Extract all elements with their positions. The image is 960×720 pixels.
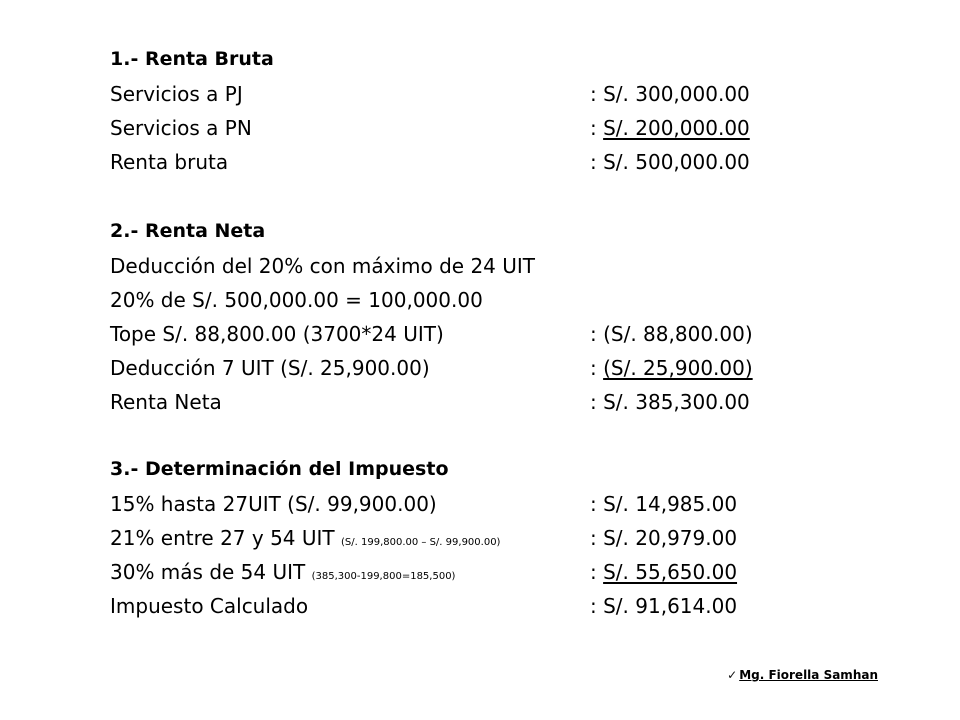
row-value: : S/. 14,985.00 [590,492,738,516]
row-value: : (S/. 25,900.00) [590,356,753,380]
row-label: Impuesto Calculado [110,594,309,618]
author-name: Mg. Fiorella Samhan [739,668,878,682]
row-value: : S/. 20,979.00 [590,526,738,550]
row-tope [110,317,753,351]
row-value: : S/. 385,300.00 [590,390,750,414]
row-label: Renta Neta [110,390,222,414]
text-20-de-renta: 20% de S/. 500,000.00 = 100,000.00 [110,288,483,312]
checkmark-icon: ✓ [727,668,738,682]
row-note: (S/. 199,800.00 – S/. 99,900.00) [341,537,501,548]
section-heading-renta-neta: 2.- Renta Neta [110,220,266,242]
row-value: : (S/. 88,800.00) [590,322,753,346]
row-note: (385,300-199,800=185,500) [311,571,456,582]
row-label: 21% entre 27 y 54 UIT (S/. 199,800.00 – S/. 99,900.00) [110,526,501,550]
row-15-porciento [110,487,738,521]
row-impuesto-calculado [110,589,738,623]
row-label: Renta bruta [110,150,229,174]
row-21-porciento [110,521,738,555]
row-renta-bruta [110,145,750,179]
row-value: : S/. 55,650.00 [590,560,738,584]
row-30-porciento [110,555,738,589]
row-servicios-pj [110,77,750,111]
row-value: : S/. 300,000.00 [590,82,750,106]
row-servicios-pn [110,111,750,145]
row-label: Servicios a PN [110,116,252,140]
section-heading-renta-bruta: 1.- Renta Bruta [110,48,274,70]
row-deduccion-7-uit [110,351,753,385]
row-value: : S/. 500,000.00 [590,150,750,174]
row-label: Servicios a PJ [110,82,243,106]
section-heading-determinacion: 3.- Determinación del Impuesto [110,458,449,480]
author-credit [727,668,878,682]
row-label: 30% más de 54 UIT (385,300-199,800=185,500) [110,560,456,584]
text-deduccion-20: Deducción del 20% con máximo de 24 UIT [110,254,536,278]
row-label: Deducción 7 UIT (S/. 25,900.00) [110,356,430,380]
row-label: Tope S/. 88,800.00 (3700*24 UIT) [110,322,444,346]
row-label: 15% hasta 27UIT (S/. 99,900.00) [110,492,437,516]
row-renta-neta [110,385,750,419]
row-value: : S/. 200,000.00 [590,116,750,140]
row-value: : S/. 91,614.00 [590,594,738,618]
